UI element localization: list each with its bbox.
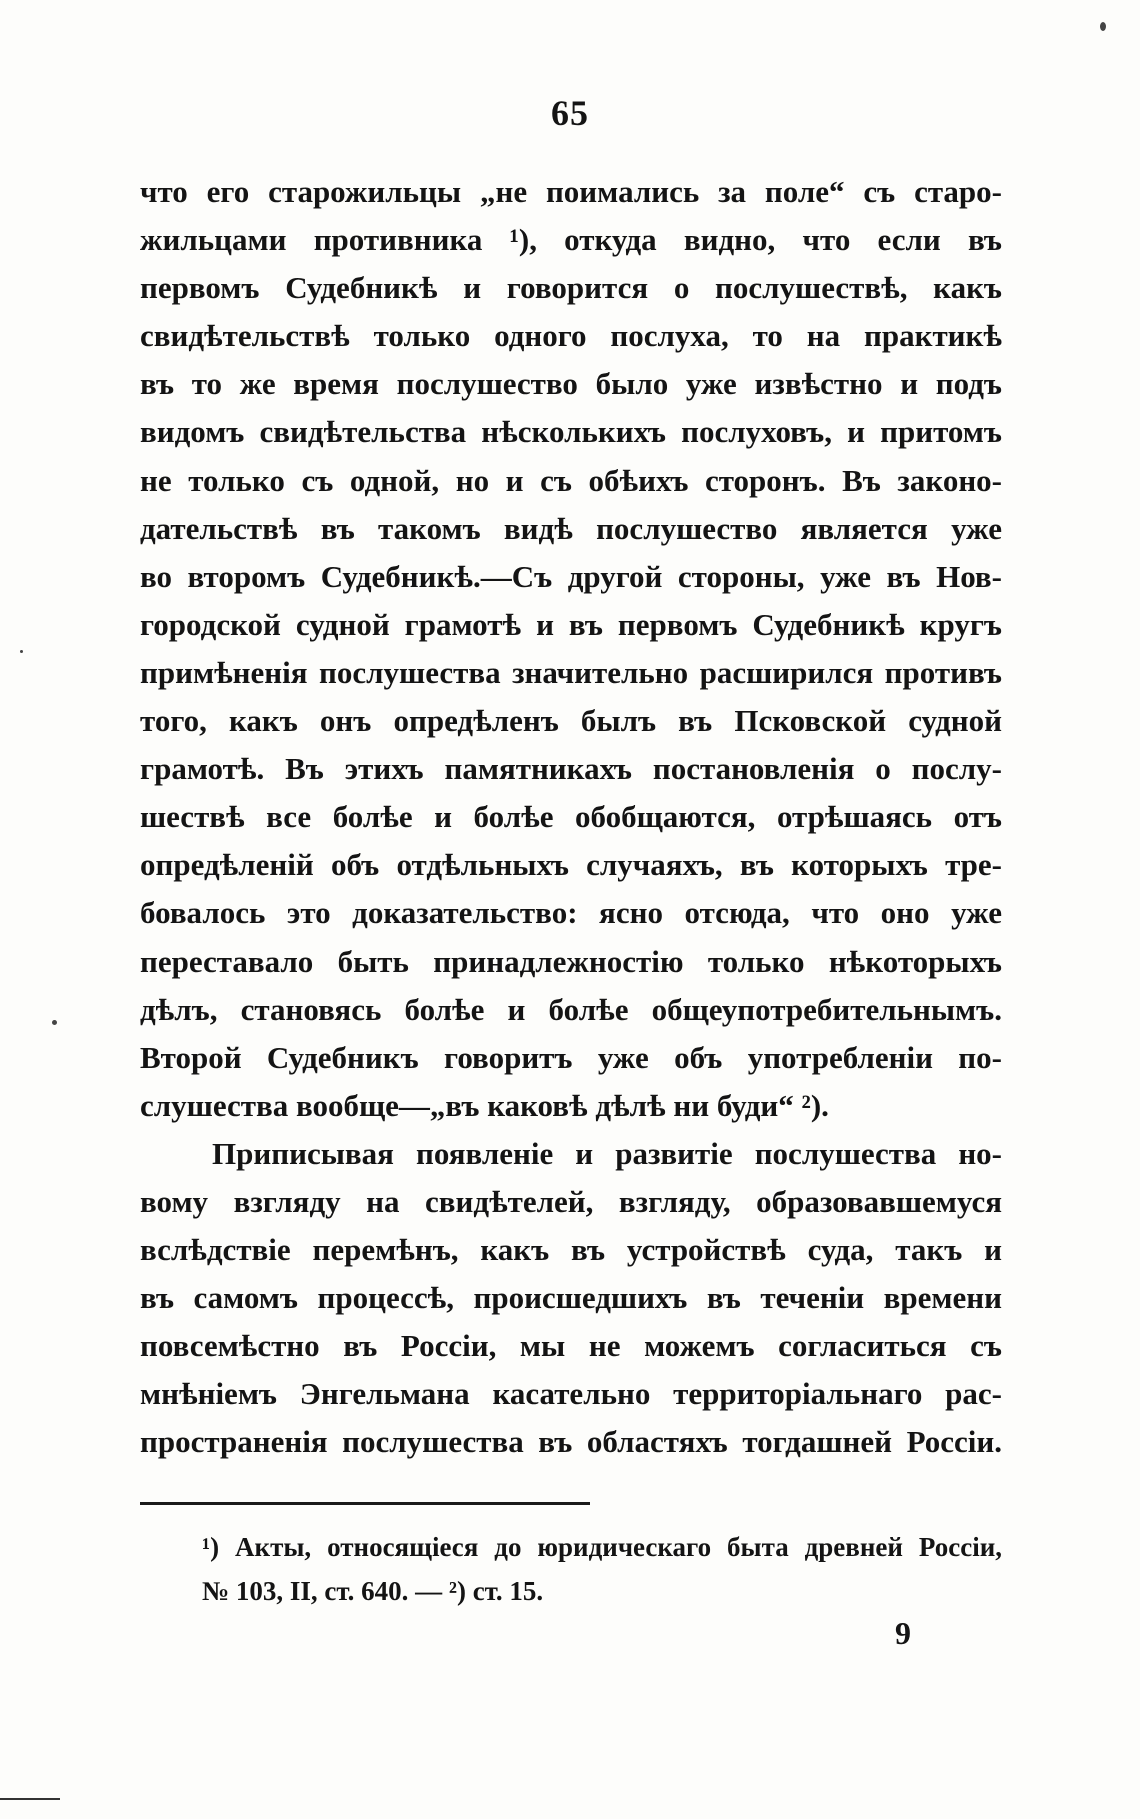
text-line: не только съ одной, но и съ обѣихъ сторонъ. Въ законо- bbox=[140, 462, 1002, 498]
text-line: того, какъ онъ опредѣленъ былъ въ Псковской судной bbox=[140, 703, 1002, 739]
text-line: дательствѣ въ такомъ видѣ послушество является уже bbox=[140, 510, 1002, 546]
text-line: пространенія послушества въ областяхъ тогдашней Россіи. bbox=[140, 1424, 1002, 1460]
text-line: жильцами противника ¹), откуда видно, что если въ bbox=[140, 222, 1002, 258]
signature-mark: 9 bbox=[895, 1615, 911, 1651]
text-line-paragraph-start: Приписывая появленіе и развитіе послушества но- bbox=[212, 1135, 1002, 1171]
scan-speck bbox=[1100, 22, 1106, 31]
text-line: примѣненія послушества значительно расширился противъ bbox=[140, 654, 1002, 690]
text-line-paragraph-end: слушества вообще—„въ каковѣ дѣлѣ ни буди“ ²). bbox=[140, 1087, 829, 1123]
text-line: во второмъ Судебникѣ.—Съ другой стороны, уже въ Нов- bbox=[140, 558, 1002, 594]
scan-speck bbox=[20, 650, 23, 653]
body-text bbox=[140, 168, 1002, 1467]
text-line: мнѣніемъ Энгельмана касательно территоріальнаго рас- bbox=[140, 1376, 1002, 1412]
text-line: грамотѣ. Въ этихъ памятникахъ постановленія о послу- bbox=[140, 751, 1002, 787]
text-line: въ то же время послушество было уже извѣстно и подъ bbox=[140, 366, 1002, 402]
text-line: что его старожильцы „не поимались за поле“ съ старо- bbox=[140, 174, 1002, 209]
text-line: переставало быть принадлежностію только нѣкоторыхъ bbox=[140, 943, 1002, 979]
text-line: городской судной грамотѣ и въ первомъ Судебникѣ кругъ bbox=[140, 606, 1002, 642]
text-line: бовалось это доказательство: ясно отсюда, что оно уже bbox=[140, 895, 1002, 931]
text-line: свидѣтельствѣ только одного послуха, то на практикѣ bbox=[140, 318, 1002, 354]
text-line: вому взгляду на свидѣтелей, взгляду, образовавшемуся bbox=[140, 1183, 1002, 1219]
text-line: вслѣдствіе перемѣнъ, какъ въ устройствѣ суда, такъ и bbox=[140, 1232, 1002, 1268]
scan-edge-mark bbox=[0, 1798, 60, 1800]
text-line: шествѣ все болѣе и болѣе обобщаются, отрѣшаясь отъ bbox=[140, 799, 1002, 835]
text-line: дѣлъ, становясь болѣе и болѣе общеупотребительнымъ. bbox=[140, 991, 1002, 1027]
text-line: Второй Судебникъ говоритъ уже объ употребленіи по- bbox=[140, 1039, 1002, 1075]
text-line: видомъ свидѣтельства нѣсколькихъ послуховъ, и притомъ bbox=[140, 414, 1002, 450]
footnote-divider bbox=[140, 1502, 590, 1505]
text-line: повсемѣстно въ Россіи, мы не можемъ согласиться съ bbox=[140, 1328, 1002, 1364]
footnote-line: ¹) Акты, относящіеся до юридическаго быта древней Россіи, bbox=[202, 1532, 1002, 1562]
text-line: въ самомъ процессѣ, происшедшихъ въ теченіи времени bbox=[140, 1280, 1002, 1316]
footnotes bbox=[140, 1525, 1002, 1613]
footnote-line: № 103, II, ст. 640. — ²) ст. 15. bbox=[202, 1576, 544, 1606]
scan-speck bbox=[52, 1020, 57, 1025]
text-line: первомъ Судебникѣ и говорится о послушествѣ, какъ bbox=[140, 270, 1002, 306]
page-number: 65 bbox=[551, 93, 589, 133]
text-line: опредѣленій объ отдѣльныхъ случаяхъ, въ которыхъ тре- bbox=[140, 847, 1002, 883]
